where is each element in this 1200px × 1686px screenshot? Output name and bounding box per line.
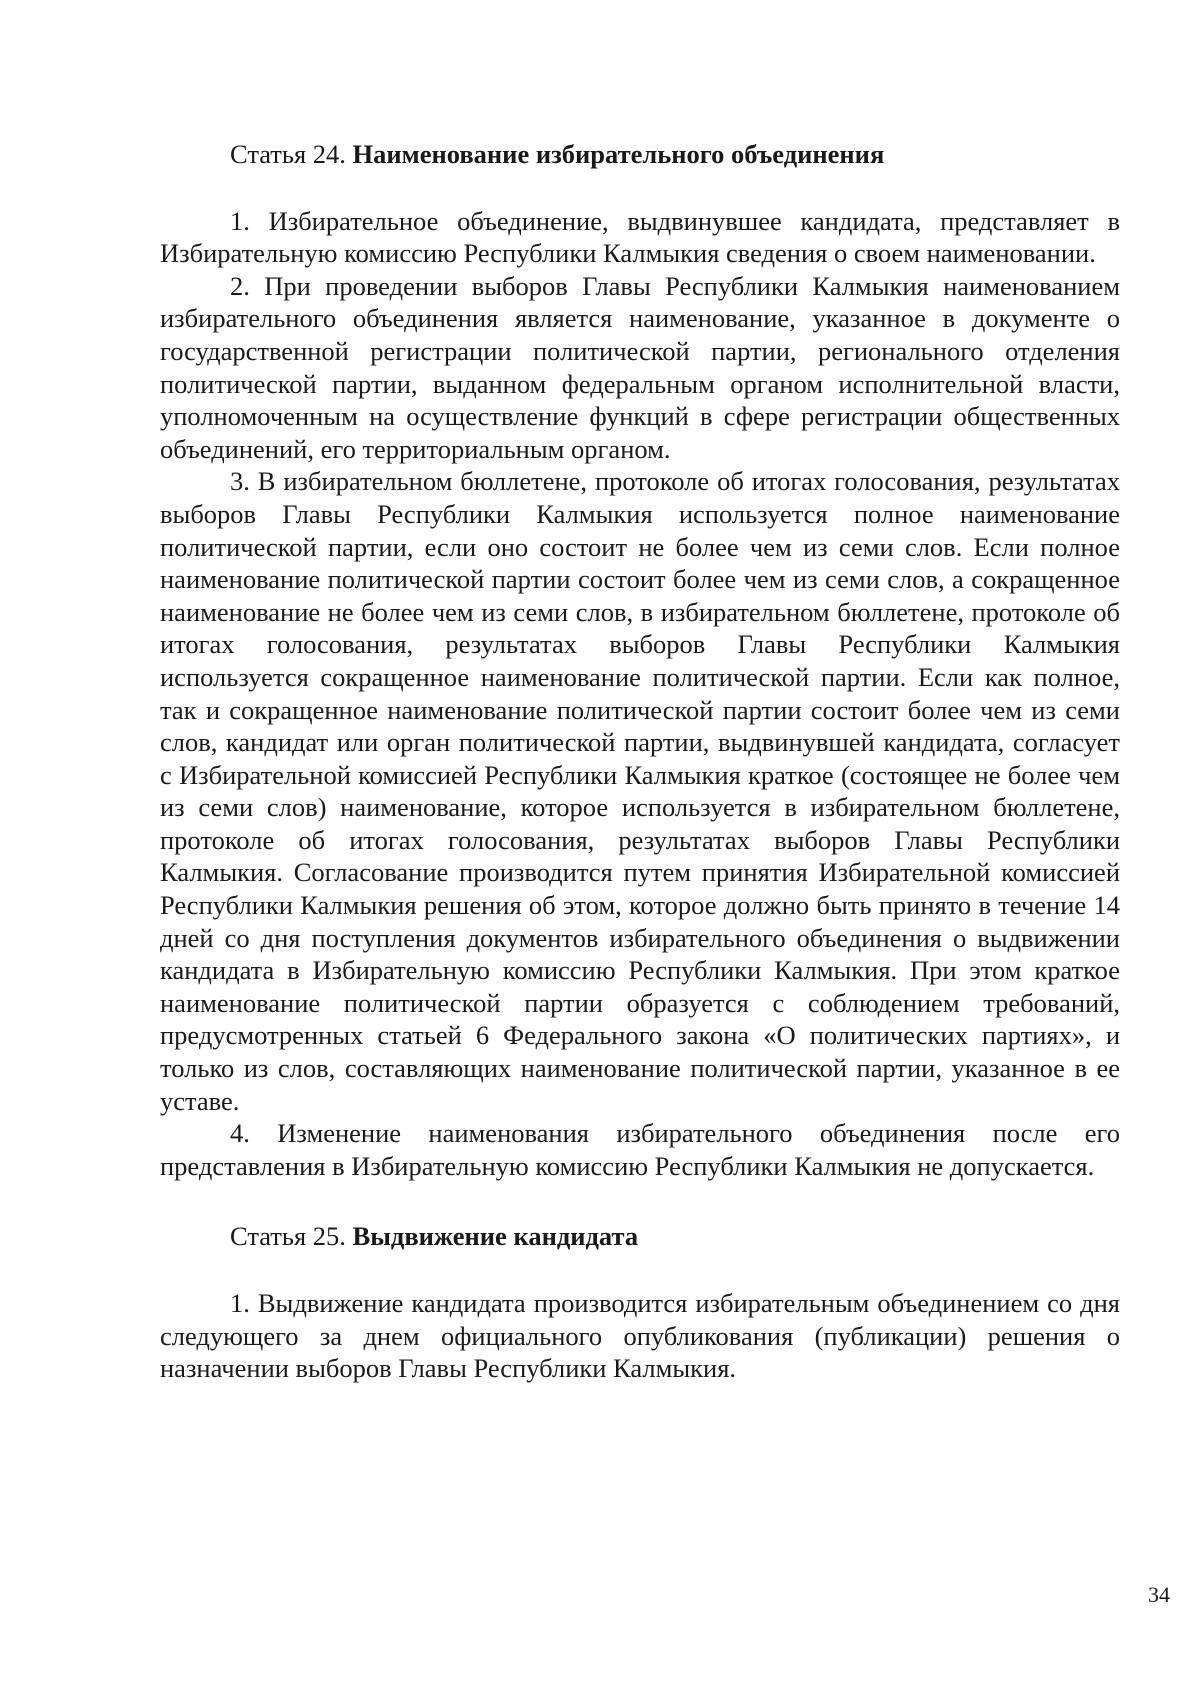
article-24-paragraph-1: 1. Избирательное объединение, выдвинувшее кандидата, представляет в Избирательную комиссию Республики Калмыкия сведения о своем наименовании. bbox=[160, 205, 1120, 269]
article-24-heading bbox=[160, 138, 1120, 171]
article-25-heading bbox=[160, 1220, 1120, 1253]
spacer bbox=[160, 1253, 1120, 1287]
article-25-number: Статья 25. bbox=[230, 1221, 353, 1252]
document-body bbox=[160, 138, 1120, 1385]
spacer bbox=[160, 171, 1120, 205]
article-25-paragraph-1: 1. Выдвижение кандидата производится избирательным объединением со дня следующего за днем официального опубликования (публикации) решения о назначении выборов Главы Республики Калмыкия. bbox=[160, 1288, 1120, 1384]
article-24-title: Наименование избирательного объединения bbox=[352, 139, 885, 169]
article-24-paragraph-2: 2. При проведении выборов Главы Республики Калмыкия наименованием избирательного объединения является наименование, указанное в документе о государственной регистрации политической партии, регионального отделения политической партии, выданном федеральным органом исполнительной власти, уполномоченным на осуществление функций в сфере регистрации общественных объединений, его территориальным органом. bbox=[160, 270, 1120, 464]
article-24-number: Статья 24. bbox=[230, 139, 353, 169]
article-25-title: Выдвижение кандидата bbox=[352, 1221, 639, 1252]
spacer bbox=[160, 1182, 1120, 1220]
article-24-paragraph-4: 4. Изменение наименования избирательного объединения после его представления в Избирательную комиссию Республики Калмыкия не допускается. bbox=[160, 1118, 1120, 1181]
article-24-paragraph-3: 3. В избирательном бюллетене, протоколе об итогах голосования, результатах выборов Главы Республики Калмыкия используется полное наименование политической партии, если оно состоит не более чем из семи слов. Если полное наименование политической партии состоит более чем из семи слов, а сокращенное наименование не более чем из семи слов, в избирательном бюллетене, протоколе об итогах голосования, результатах выборов Главы Республики Калмыкия используется сокращенное наименование политической партии. Если как полное, так и сокращенное наименование политической партии состоит более чем из семи слов, кандидат или орган политической партии, выдвинувшей кандидата, согласует с Избирательной комиссией Республики Калмыкия краткое (состоящее не более чем из семи слов) наименование, которое используется в избирательном бюллетене, протоколе об итогах голосования, результатах выборов Главы Республики Калмыкия. Согласование производится путем принятия Избирательной комиссией Республики Калмыкия решения об этом, которое должно быть принято в течение 14 дней со дня поступления документов избирательного объединения о выдвижении кандидата в Избирательную комиссию Республики Калмыкия. При этом краткое наименование политической партии образуется с соблюдением требований, предусмотренных статьей 6 Федерального закона «О политических партиях», и только из слов, составляющих наименование политической партии, указанное в ее уставе. bbox=[160, 466, 1120, 1116]
page-number: 34 bbox=[1148, 1582, 1170, 1607]
